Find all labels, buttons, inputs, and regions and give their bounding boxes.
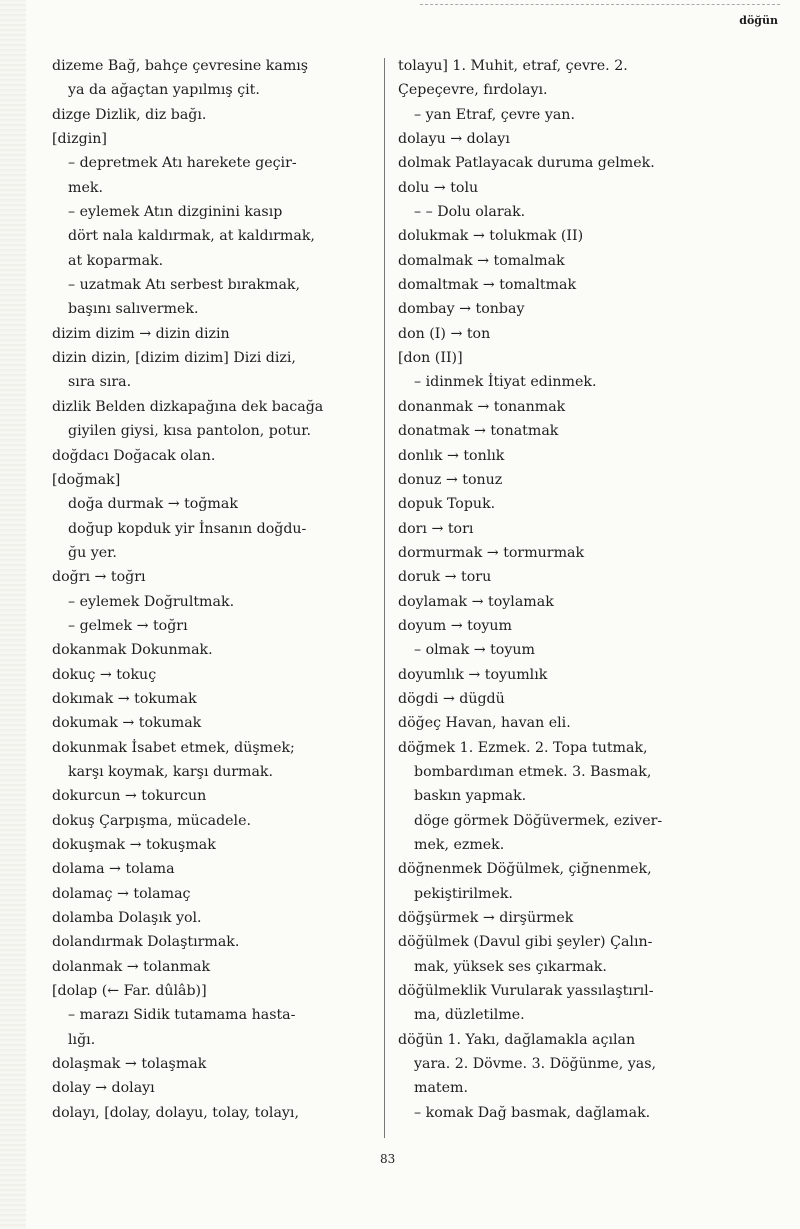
dictionary-line: dombay → tonbay xyxy=(398,301,525,318)
dictionary-line: – – Dolu olarak. xyxy=(414,204,526,221)
dictionary-line: başını salıvermek. xyxy=(68,301,199,318)
dictionary-line: dolandırmak Dolaştırmak. xyxy=(52,934,240,951)
dictionary-line: doruk → toru xyxy=(398,569,492,586)
dictionary-line: domalmak → tomalmak xyxy=(398,252,565,269)
dictionary-line: – depretmek Atı harekete geçir- xyxy=(68,155,297,172)
right-column xyxy=(398,54,724,1125)
dictionary-line: döğülmek (Davul gibi şeyler) Çalın- xyxy=(398,934,653,951)
dictionary-line: dokuş Çarpışma, mücadele. xyxy=(52,812,251,829)
dictionary-line: dolamba Dolaşık yol. xyxy=(52,910,202,927)
dictionary-line: dokurcun → tokurcun xyxy=(52,788,207,805)
dictionary-line: doğrı → toğrı xyxy=(52,569,146,586)
dictionary-line: sıra sıra. xyxy=(68,374,132,391)
dictionary-line: dokımak → tokumak xyxy=(52,690,197,707)
dictionary-line: mak, yüksek ses çıkarmak. xyxy=(414,958,607,975)
dictionary-line: at koparmak. xyxy=(68,252,164,269)
dictionary-line: pekiştirilmek. xyxy=(414,885,513,902)
dictionary-line: mek, ezmek. xyxy=(414,837,505,853)
dictionary-line: doyumlık → toyumlık xyxy=(398,666,548,683)
left-column xyxy=(52,54,374,1125)
dictionary-line: [don (II)] xyxy=(398,350,463,367)
dictionary-line: doylamak → toylamak xyxy=(398,593,554,610)
dictionary-line: donlık → tonlık xyxy=(398,447,505,464)
page-number: 83 xyxy=(380,1152,396,1166)
dictionary-line: dokuşmak → tokuşmak xyxy=(52,837,216,853)
dictionary-line: – komak Dağ basmak, dağlamak. xyxy=(414,1104,651,1121)
dictionary-line: doyum → toyum xyxy=(398,617,512,634)
dictionary-line: – marazı Sidik tutamama hasta- xyxy=(68,1007,296,1024)
dictionary-line: doğa durmak → toğmak xyxy=(68,496,238,513)
dictionary-line: dört nala kaldırmak, at kaldırmak, xyxy=(68,228,315,245)
dictionary-line: [dolap (← Far. dûlâb)] xyxy=(52,983,207,1000)
dictionary-line: [doğmak] xyxy=(52,471,121,488)
dictionary-line: mek. xyxy=(68,179,103,196)
dictionary-line: – eylemek Atın dizginini kasıp xyxy=(68,204,283,221)
dictionary-line: tolayu] 1. Muhit, etraf, çevre. 2. xyxy=(398,58,628,74)
dictionary-line: ya da ağaçtan yapılmış çit. xyxy=(68,82,260,99)
dictionary-line: döğmek 1. Ezmek. 2. Topa tutmak, xyxy=(398,739,648,756)
dictionary-line: – eylemek Doğrultmak. xyxy=(68,593,235,610)
dictionary-line: dolama → tolama xyxy=(52,861,175,878)
dictionary-line: ğu yer. xyxy=(68,544,117,561)
dictionary-line: donuz → tonuz xyxy=(398,471,503,488)
dictionary-line: donanmak → tonanmak xyxy=(398,398,566,415)
dictionary-line: lığı. xyxy=(68,1031,96,1048)
dictionary-line: ma, düzletilme. xyxy=(414,1007,525,1024)
scan-edge-shadow xyxy=(0,0,26,1229)
dictionary-line: giyilen giysi, kısa pantolon, potur. xyxy=(68,423,311,440)
dictionary-line: dopuk Topuk. xyxy=(398,496,496,513)
dictionary-line: doğdacı Doğacak olan. xyxy=(52,447,216,464)
dictionary-line: don (I) → ton xyxy=(398,325,491,342)
dictionary-line: dögdi → dügdü xyxy=(398,690,505,707)
dictionary-line: dizlik Belden dizkapağına dek bacağa xyxy=(52,398,324,415)
dictionary-line: dolukmak → tolukmak (II) xyxy=(398,228,584,245)
dictionary-line: döğülmeklik Vurularak yassılaştırıl- xyxy=(398,983,654,1000)
dictionary-line: dolamaç → tolamaç xyxy=(52,885,191,902)
dictionary-line: baskın yapmak. xyxy=(414,788,527,805)
dictionary-line: doğup kopduk yir İnsanın doğdu- xyxy=(68,520,307,537)
dictionary-line: dokuç → tokuç xyxy=(52,666,157,683)
dictionary-line: domaltmak → tomaltmak xyxy=(398,277,577,294)
column-divider xyxy=(384,58,385,1138)
dictionary-line: dolayu → dolayı xyxy=(398,131,510,148)
dictionary-line: – idinmek İtiyat edinmek. xyxy=(414,374,597,391)
dictionary-line: dolmak Patlayacak duruma gelmek. xyxy=(398,155,655,172)
dictionary-line: dokumak → tokumak xyxy=(52,715,202,732)
guide-word: döğün xyxy=(739,14,778,27)
dictionary-line: – olmak → toyum xyxy=(414,642,535,659)
dictionary-line: dizge Dizlik, diz bağı. xyxy=(52,106,207,123)
dictionary-line: – gelmek → toğrı xyxy=(68,617,188,634)
dictionary-line: dolay → dolayı xyxy=(52,1080,155,1097)
dictionary-line: dizeme Bağ, bahçe çevresine kamış xyxy=(52,58,309,74)
dictionary-line: döğün 1. Yakı, dağlamakla açılan xyxy=(398,1031,636,1048)
dictionary-line: döğnenmek Döğülmek, çiğnenmek, xyxy=(398,861,652,878)
dictionary-line: donatmak → tonatmak xyxy=(398,423,559,440)
dictionary-line: dolayı, [dolay, dolayu, tolay, tolayı, xyxy=(52,1104,299,1121)
dictionary-line: dizin dizin, [dizim dizim] Dizi dizi, xyxy=(52,350,296,367)
dictionary-line: Çepeçevre, fırdolayı. xyxy=(398,82,548,99)
dictionary-line: dolaşmak → tolaşmak xyxy=(52,1056,207,1073)
dictionary-line: dolu → tolu xyxy=(398,179,479,196)
header-rule xyxy=(420,4,780,6)
dictionary-line: yara. 2. Dövme. 3. Döğünme, yas, xyxy=(414,1056,657,1073)
dictionary-line: matem. xyxy=(414,1080,468,1097)
dictionary-line: dolanmak → tolanmak xyxy=(52,958,211,975)
dictionary-line: bombardıman etmek. 3. Basmak, xyxy=(414,763,652,780)
dictionary-line: dizim dizim → dizin dizin xyxy=(52,325,230,342)
dictionary-line: [dizgin] xyxy=(52,131,107,148)
dictionary-line: döğşürmek → dirşürmek xyxy=(398,910,574,927)
dictionary-line: – yan Etraf, çevre yan. xyxy=(414,106,575,123)
dictionary-line: dormurmak → tormurmak xyxy=(398,544,585,561)
dictionary-line: döğeç Havan, havan eli. xyxy=(398,715,571,732)
dictionary-line: dorı → torı xyxy=(398,520,474,537)
dictionary-line: karşı koymak, karşı durmak. xyxy=(68,763,274,780)
dictionary-line: dokunmak İsabet etmek, düşmek; xyxy=(52,739,295,756)
dictionary-line: – uzatmak Atı serbest bırakmak, xyxy=(68,277,301,294)
dictionary-line: döge görmek Döğüvermek, eziver- xyxy=(414,812,663,829)
dictionary-line: dokanmak Dokunmak. xyxy=(52,642,213,659)
